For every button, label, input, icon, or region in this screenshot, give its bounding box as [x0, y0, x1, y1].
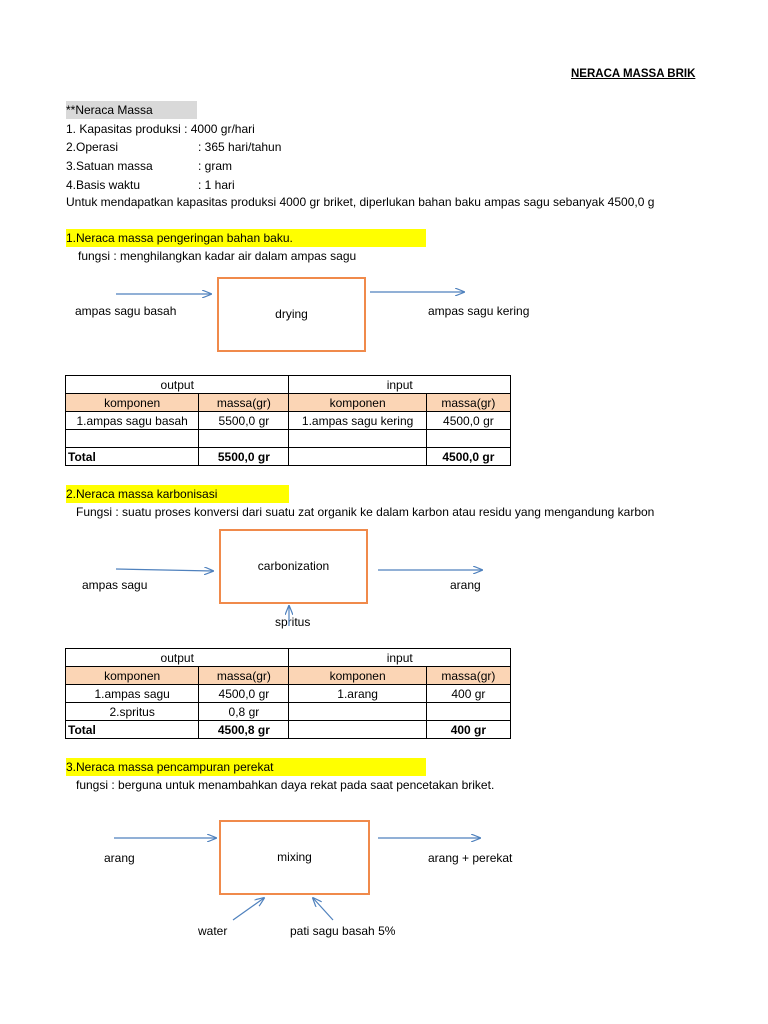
table-total-row: [66, 448, 511, 466]
table-header-output: output: [66, 376, 289, 394]
table-row: [66, 703, 511, 721]
section3-heading: 3.Neraca massa pencampuran perekat: [66, 758, 426, 776]
table-cell: [426, 703, 510, 721]
table-subheader: massa(gr): [426, 667, 510, 685]
table-cell: 5500,0 gr: [199, 448, 289, 466]
table-subheader: komponen: [289, 667, 426, 685]
carbonization-box: carbonization: [219, 529, 368, 604]
section-label: **Neraca Massa: [66, 101, 197, 119]
section2-bottom-label: spritus: [275, 615, 311, 629]
table-cell: 1.ampas sagu: [66, 685, 199, 703]
table-cell: [289, 448, 426, 466]
section3-fungsi: fungsi : berguna untuk menambahkan daya rekat pada saat pencetakan briket.: [76, 778, 495, 792]
param-value: : 365 hari/tahun: [198, 140, 282, 154]
section2-heading: 2.Neraca massa karbonisasi: [66, 485, 289, 503]
param-value: : 1 hari: [198, 178, 235, 192]
table-cell: 2.spritus: [66, 703, 199, 721]
table-cell: [66, 430, 199, 448]
document-title: NERACA MASSA BRIK: [571, 68, 696, 80]
starch-label: pati sagu basah 5%: [290, 924, 396, 938]
section3-output-label: arang + perekat: [428, 851, 513, 865]
table-cell: 4500,0 gr: [426, 448, 510, 466]
table-subheader: massa(gr): [199, 394, 289, 412]
arrow-s3-starch: [313, 898, 333, 920]
param-row: 2.Operasi: [66, 140, 119, 154]
table-header-input: input: [289, 376, 511, 394]
table-cell: [199, 430, 289, 448]
table-cell: 5500,0 gr: [199, 412, 289, 430]
table-cell: [426, 430, 510, 448]
drying-box: drying: [217, 277, 366, 352]
section3-input-label: arang: [104, 851, 135, 865]
mass-balance-table-1: [65, 375, 511, 466]
param-row: 1. Kapasitas produksi : 4000 gr/hari: [66, 122, 255, 136]
table-subheader: komponen: [66, 667, 199, 685]
mass-balance-table-2: [65, 648, 511, 739]
section1-fungsi: fungsi : menghilangkan kadar air dalam ampas sagu: [78, 249, 357, 263]
table-cell: [289, 721, 426, 739]
table-subheader: massa(gr): [199, 667, 289, 685]
section2-input-label: ampas sagu: [82, 578, 148, 592]
param-value: : gram: [198, 159, 233, 173]
section2-output-label: arang: [450, 578, 481, 592]
param-row: 3.Satuan massa: [66, 159, 153, 173]
table-cell: 1.ampas sagu basah: [66, 412, 199, 430]
table-cell: [289, 430, 426, 448]
table-total-row: [66, 721, 511, 739]
table-row: [66, 685, 511, 703]
table-cell: 400 gr: [426, 685, 510, 703]
table-header-input: input: [289, 649, 511, 667]
table-cell: Total: [66, 448, 199, 466]
water-label: water: [198, 924, 228, 938]
table-row: [66, 430, 511, 448]
table-header-output: output: [66, 649, 289, 667]
table-cell: 4500,8 gr: [199, 721, 289, 739]
table-cell: 1.arang: [289, 685, 426, 703]
table-cell: 400 gr: [426, 721, 510, 739]
table-subheader: massa(gr): [426, 394, 510, 412]
table-cell: Total: [66, 721, 199, 739]
arrow-s3-water: [233, 898, 264, 920]
table-cell: 4500,0 gr: [199, 685, 289, 703]
table-cell: 1.ampas sagu kering: [289, 412, 426, 430]
section1-input-label: ampas sagu basah: [75, 304, 177, 318]
table-subheader: komponen: [66, 394, 199, 412]
section1-output-label: ampas sagu kering: [428, 304, 530, 318]
param-row: 4.Basis waktu: [66, 178, 141, 192]
table-cell: 0,8 gr: [199, 703, 289, 721]
intro-text: Untuk mendapatkan kapasitas produksi 4000 gr briket, diperlukan bahan baku ampas sagu sebanyak 4500,0 g: [66, 195, 655, 209]
table-subheader: komponen: [289, 394, 426, 412]
table-cell: [289, 703, 426, 721]
table-row: [66, 412, 511, 430]
arrow-s2-in: [116, 569, 213, 571]
table-cell: 4500,0 gr: [426, 412, 510, 430]
section1-heading: 1.Neraca massa pengeringan bahan baku.: [66, 229, 426, 247]
section2-fungsi: Fungsi : suatu proses konversi dari suatu zat organik ke dalam karbon atau residu yang mengandung karbon: [76, 505, 655, 519]
mixing-box: mixing: [219, 820, 370, 895]
